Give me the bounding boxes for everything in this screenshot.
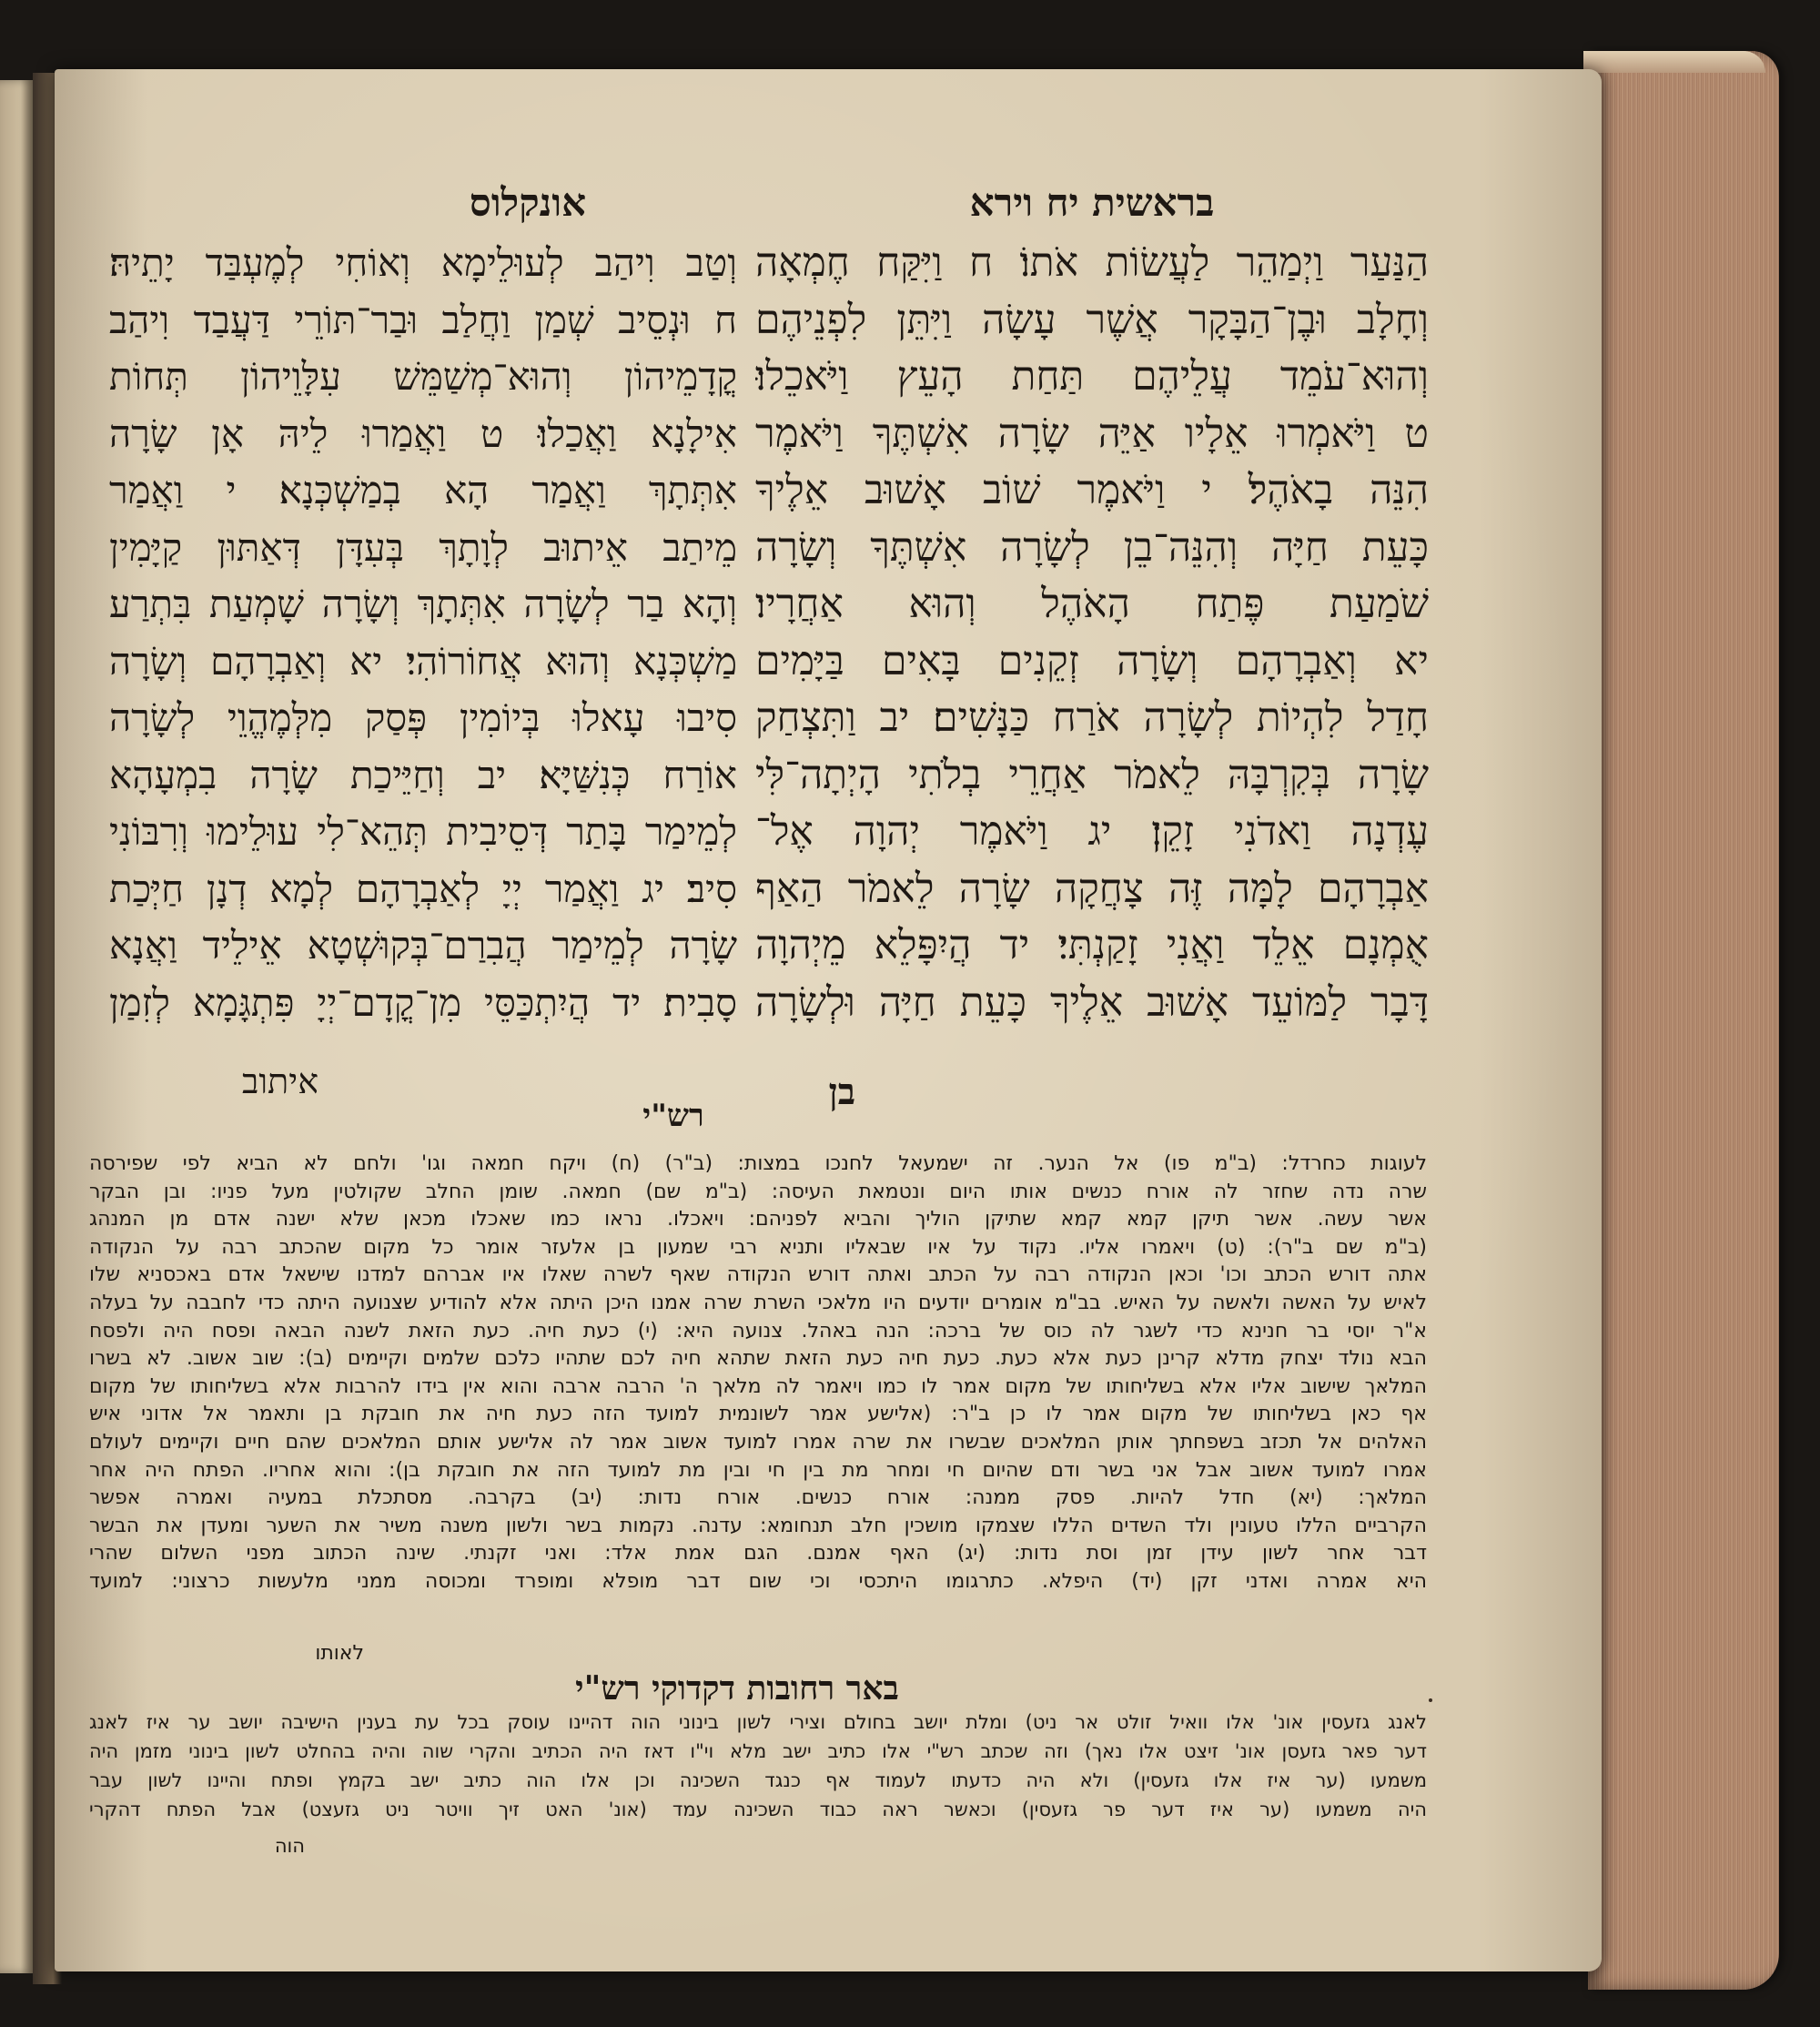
page-fore-edge bbox=[1588, 51, 1779, 1990]
rashi-line: היא אמרה ואדני זקן (יד) היפלא. כתרגומו היתכסי וכי שום דבר מופלא ומופרד ומכוסה ממני מלעשות כרצוני: למועד bbox=[89, 1569, 1427, 1593]
rashi-line: (ב"מ שם ב"ר): (ט) ויאמרו אליו. נקוד על איו שבאליו ותניא רבי שמעון בן אלעזר אומר כל מקום שהכתב רבה על הנקודה bbox=[89, 1235, 1427, 1259]
torah-line: הַנַּעַר וַיְמַהֵר לַעֲשׂוֹת אֹתוֹ׃ ח וַיִּקַּח חֶמְאָה bbox=[755, 239, 1429, 286]
rashi-last-line: לאותו bbox=[315, 1642, 364, 1665]
onkelos-line: סָבִית׃ יד הֲיִתְכַּסֵּי מִן־קֳדָם־יְיָ פִּתְגָּמָא לְזִמַן bbox=[109, 979, 737, 1025]
torah-catchword: בן bbox=[828, 1070, 855, 1113]
beer-last-line: הוה bbox=[274, 1835, 305, 1857]
onkelos-catchword: איתוב bbox=[242, 1061, 318, 1101]
onkelos-column bbox=[109, 235, 737, 1031]
torah-line: יא וְאַבְרָהָם וְשָׂרָה זְקֵנִים בָּאִים בַּיָּמִים bbox=[755, 637, 1429, 684]
rashi-line: שרה נדה שחזר לה אורח כנשים אותו היום ונטמאת העיסה: (ב"מ שם) חמאה. שומן החלב שקולטין מעל פניו: ובן הבקר bbox=[89, 1180, 1427, 1203]
rashi-line: אף כאן בשליחותו של מקום אמר לו כן ב"ר: (אלישע אמר לשונמית למועד הזה כעת חיה את חובקת בן ותאמר אל אדוני איש bbox=[89, 1403, 1427, 1426]
onkelos-line: לְמֵימַר בָּתַר דְּסֵיבִית תְּהֵא־לִי עוּלֵימוּ וְרִבּוֹנִי bbox=[109, 809, 737, 854]
torah-line: הִנֵּה בָאֹהֶל׃ י וַיֹּאמֶר שׁוֹב אָשׁוּב אֵלֶיךָ bbox=[755, 467, 1429, 513]
torah-line: כָּעֵת חַיָּה וְהִנֵּה־בֵן לְשָׂרָה אִשְׁתֶּךָ וְשָׂרָה bbox=[755, 523, 1429, 571]
rashi-line: המלאך: (יא) חדל להיות. פסק ממנה: אורח כנשים. אורח נדות: (יב) בקרבה. מסתכלת במעיה ואמרה אפשר bbox=[89, 1486, 1427, 1510]
onkelos-line: מַשְׁכְּנָא וְהוּא אֲחוֹרוֹהִי׃ יא וְאַבְרָהָם וְשָׂרָה bbox=[109, 638, 737, 684]
onkelos-line: סִיב׃ יג וַאֲמַר יְיָ לְאַבְרָהָם לְמָא דְנָן חַיְּכַת bbox=[109, 866, 737, 911]
torah-line: חָדַל לִהְיוֹת לְשָׂרָה אֹרַח כַּנָּשִׁים׃ יב וַתִּצְחַק bbox=[755, 694, 1429, 741]
beer-rechovot-commentary bbox=[89, 1708, 1427, 1824]
book-page bbox=[55, 69, 1602, 1971]
running-head-onkelos: אונקלוס bbox=[469, 180, 587, 225]
torah-line: ט וַיֹּאמְרוּ אֵלָיו אַיֵּה שָׂרָה אִשְׁתֶּךָ וַיֹּאמֶר bbox=[755, 410, 1429, 457]
rashi-commentary bbox=[89, 1150, 1427, 1596]
torah-line: וְחָלָב וּבֶן־הַבָּקָר אֲשֶׁר עָשָׂה וַיִּתֵּן לִפְנֵיהֶם bbox=[755, 296, 1429, 343]
onkelos-line: אוֹרַח כְּנִשַּׁיָּא׃ יב וְחַיֵּיכַת שָׂרָה בִמְעָהָא bbox=[109, 752, 737, 797]
rashi-line: אמרו למועד אשוב אבל אני בשר ודם שהיום חי ומחר מת בין חי ובין מת למועד הזה את חובקת בן): והוא אחריו. הפתח היה אחר bbox=[89, 1458, 1427, 1482]
torah-line: שֹׁמַעַת פֶּתַח הָאֹהֶל וְהוּא אַחֲרָיו׃ bbox=[755, 581, 1429, 627]
rashi-line: הקרביים הללו טעונין ולד השדים הללו שצמקו מושכין חלב תנחומא: עדנה. נקמות בשר ולשון משנה משיר את השער ומעדן את הבשר bbox=[89, 1514, 1427, 1537]
onkelos-line: קֳדָמֵיהוֹן וְהוּא־מְשַׁמֵּשׁ עִלָּוֵיהוֹן תְּחוֹת bbox=[109, 354, 737, 399]
torah-line: דָּבָר לַמּוֹעֵד אָשׁוּב אֵלֶיךָ כָּעֵת חַיָּה וּלְשָׂרָה bbox=[755, 978, 1429, 1026]
rashi-line: המלאך שישוב אליו אלא בשליחותו של מקום אמר לו כמו ויאמר לה מלאך ה' הרבה ארבה והוא אין בידו להרבות אלא בשליחותו של מקום bbox=[89, 1374, 1427, 1398]
ink-speck bbox=[1429, 1698, 1432, 1702]
rashi-heading: רש"י bbox=[642, 1098, 704, 1134]
page-fore-edge-top bbox=[1583, 51, 1765, 73]
onkelos-line: אִתְּתָךְ וַאֲמַר הָא בְמַשְׁכְּנָא׃ י וַאֲמַר bbox=[109, 468, 737, 512]
beer-line: לאנג גזעסין אונ' אלו וואיל זולט אר ניט) ומלת יושב בחולם וצירי לשון בינוני הוה דהיינו עוסק בכל עת בענין הישיבה יושב ער איז לאנג bbox=[89, 1711, 1427, 1733]
rashi-line: דבר אחר לשון עידן זמן וסת נדות: (יג) האף אמנם. הגם אמת אלד: ואני זקנתי. שינה הכתוב מפני השלום שהרי bbox=[89, 1542, 1427, 1566]
onkelos-line: סִיבוּ עָאלוּ בְּיוֹמִין פְּסַק מִלְּמֶהֱוֵי לְשָׂרָה bbox=[109, 695, 737, 740]
onkelos-line: אִילָנָא וַאֲכַלוּ׃ ט וַאֲמַרוּ לֵיהּ אָן שָׂרָה bbox=[109, 410, 737, 456]
rashi-line: האלהים אל תכזב בשפחתך אותן המלאכים שבשרו את שרה אמרו למועד אשוב אמר לה אלישע אותם המלאכים שהם חיים וקיימים לעולם bbox=[89, 1430, 1427, 1454]
onkelos-line: וְהָא בַר לְשָׂרָה אִתְּתָךְ וְשָׂרָה שָׁמְעַת בִּתְרַע bbox=[109, 582, 737, 626]
rashi-line: הבא נולד יצחק מדלא קרינן כעת אלא כעת. כעת חיה כעת הזאת שתהא חיה לכם שתהיו כלכם שלמים וקיימים (ב): שוב אשוב. לא בשרו bbox=[89, 1347, 1427, 1371]
torah-line: וְהוּא־עֹמֵד עֲלֵיהֶם תַּחַת הָעֵץ וַיֹּאכֵלוּ׃ bbox=[755, 353, 1429, 400]
rashi-line: אתה דורש הכתב וכו' וכאן הנקודה רבה על הכתב ואתה דורש הנקודה שאף לשרה שאלו איו אברהם למדנו שישאל אדם באכסניא שלו bbox=[89, 1263, 1427, 1287]
onkelos-line: ח וּנְסֵיב שְׁמַן וַחֲלַב וּבַר־תּוֹרֵי דַּעֲבַד וִיהַב bbox=[109, 297, 737, 342]
beer-line: משמעו (ער איז אלו גזעסין) ולא היה כדעתו לעמוד אף כנגד השכינה וכן אלו הוה כתיב ישב בקמץ ופתח והיינו לשון עבר bbox=[89, 1769, 1427, 1791]
rashi-line: א"ר יוסי בר חנינא כדי לשגר לה כוס של ברכה: הנה באהל. צנועה היא: (י) כעת חיה. כעת הזאת לשנה הבאה ופסח היה ולפסח bbox=[89, 1319, 1427, 1343]
torah-line: עֶדְנָה וַאדֹנִי זָקֵן׃ יג וַיֹּאמֶר יְהוָה אֶל־ bbox=[755, 808, 1429, 855]
onkelos-line: מֵיתַב אֵיתוּב לְוָתָךְ בְּעִדָּן דְּאַתּוּן קַיָּמִין bbox=[109, 524, 737, 570]
beer-line: דער פאר גזעסן אונ' זיצט אלו נאך) וזה שכתב רש"י אלו כתיב ישב מלא וי"ו דאז היה הכתיב והקרי שוה והיה בהחלט לשון בינוני מזמן היה bbox=[89, 1740, 1427, 1762]
onkelos-line: שָׂרָה לְמֵימַר הֲבִרַם־בְּקוּשְׁטָא אֵילֵיד וַאֲנָא bbox=[109, 923, 737, 968]
rashi-line: אשר עשה. אשר תיקן קמא קמא שתיקן הוליך והביא לפניהם: ויאכלו. נראו כמו שאכלו מכאן שלא ישנה אדם מן המנהג bbox=[89, 1208, 1427, 1231]
beer-line: היה משמעו (ער איז דער פר גזעסין) וכאשר ראה כבוד השכינה עמד (אונ' האט זיך וויטר ניט גזעצט) אבל הפתח דהקרי bbox=[89, 1799, 1427, 1820]
torah-column bbox=[755, 235, 1429, 1031]
left-page-edge bbox=[0, 80, 35, 1973]
running-head-torah: בראשית יח וירא bbox=[969, 180, 1215, 225]
beer-rechovot-heading: באר רחובות דקדוקי רש"י bbox=[575, 1669, 899, 1708]
torah-line: אַבְרָהָם לָמָּה זֶּה צָחֲקָה שָׂרָה לֵאמֹר הַאַף bbox=[755, 865, 1429, 912]
torah-line: אֻמְנָם אֵלֵד וַאֲנִי זָקַנְתִּי׃ יד הֲיִפָּלֵא מֵיְהוָה bbox=[755, 922, 1429, 968]
rashi-line: לאיש על האשה ולאשה על האיש. בב"מ אומרים יודעים היו מלאכי השרת שרה אמנו היכן היתה אלא להודיע שצנועה היתה כדי לחבבה על בעלה bbox=[89, 1291, 1427, 1314]
torah-line: שָׂרָה בְּקִרְבָּהּ לֵאמֹר אַחֲרֵי בְלֹתִי הָיְתָה־לִּי bbox=[755, 751, 1429, 798]
rashi-line: לעוגות כחרדל: (ב"מ פו) אל הנער. זה ישמעאל לחנכו במצות: (ב"ר) (ח) ויקח חמאה וגו' ולחם לא הביא לפי שפירסה bbox=[89, 1152, 1427, 1175]
onkelos-line: וְטַב וִיהַב לְעוּלֵימָא וְאוֹחִי לְמֶעְבַּד יָתֵיהּ׃ bbox=[109, 240, 737, 285]
